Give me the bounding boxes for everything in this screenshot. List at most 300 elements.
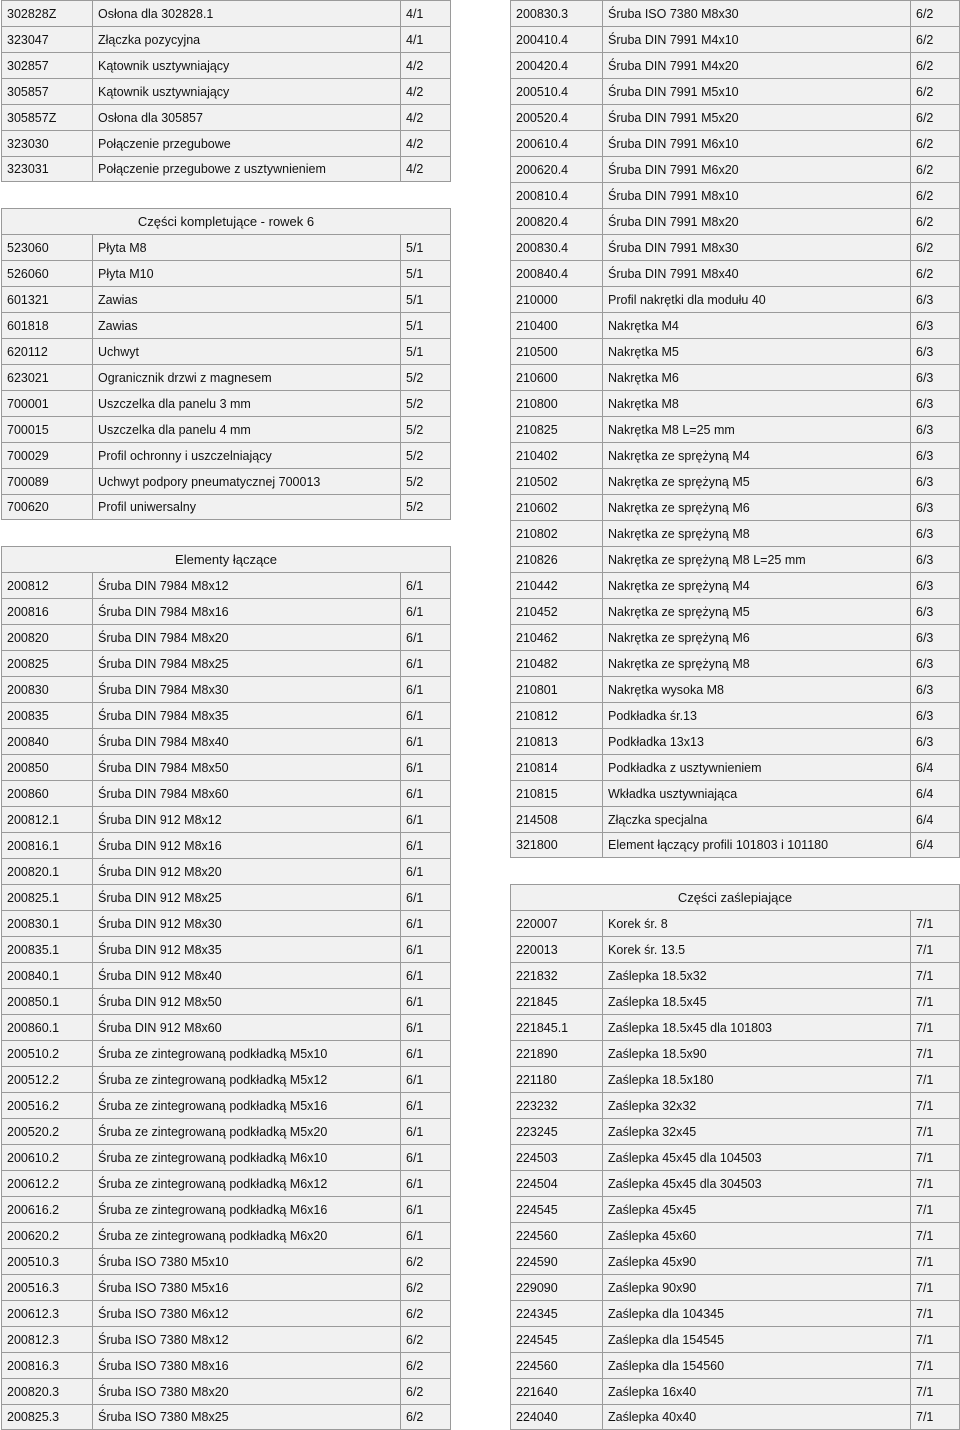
part-name: Śruba DIN 7984 M8x20 [92, 625, 400, 650]
part-code: 224504 [516, 1176, 558, 1191]
page-ref: 7/1 [910, 911, 959, 936]
page-ref: 6/1 [400, 963, 450, 988]
table-row [2, 390, 450, 416]
table-row [2, 78, 450, 104]
table-row [511, 1274, 959, 1300]
page-ref: 7/1 [910, 1145, 959, 1170]
left-column [1, 0, 451, 1430]
part-name: Element łączący profili 101803 i 101180 [602, 833, 910, 857]
part-code: 200612.2 [7, 1176, 60, 1191]
page-ref: 6/2 [400, 1379, 450, 1404]
part-name: Zawias [92, 313, 400, 338]
table-row [511, 208, 959, 234]
part-code: 200512.2 [7, 1072, 60, 1087]
table-row [511, 260, 959, 286]
table-row [511, 650, 959, 676]
part-name: Zaślepka 45x45 dla 104503 [602, 1145, 910, 1170]
table-row [2, 1066, 450, 1092]
table-row [511, 130, 959, 156]
part-name: Zaślepka 18.5x90 [602, 1041, 910, 1066]
part-code: 214508 [516, 812, 558, 827]
section-header [1, 208, 451, 234]
table-row [2, 1404, 450, 1430]
part-name: Nakrętka ze sprężyną M5 [602, 599, 910, 624]
part-code: 224545 [516, 1332, 558, 1347]
part-name: Śruba ISO 7380 M8x12 [92, 1327, 400, 1352]
part-name: Uchwyt [92, 339, 400, 364]
page-ref: 6/1 [400, 807, 450, 832]
table-row [2, 494, 450, 520]
page-ref: 6/1 [400, 989, 450, 1014]
part-code: 200610.2 [7, 1150, 60, 1165]
part-code: 200820.3 [7, 1384, 60, 1399]
table-row [511, 832, 959, 858]
part-code: 200830 [7, 682, 49, 697]
table-row [2, 624, 450, 650]
part-name: Śruba DIN 7984 M8x35 [92, 703, 400, 728]
page-ref: 6/3 [910, 651, 959, 676]
part-name: Kątownik usztywniający [92, 79, 400, 104]
part-name: Śruba DIN 7984 M8x16 [92, 599, 400, 624]
part-name: Śruba DIN 7991 M5x20 [602, 105, 910, 130]
page-ref: 5/1 [400, 235, 450, 260]
part-code: 200410.4 [516, 32, 569, 47]
table-row [511, 156, 959, 182]
table-row [511, 1326, 959, 1352]
part-name: Korek śr. 8 [602, 911, 910, 936]
page-ref: 6/1 [400, 755, 450, 780]
part-name: Śruba DIN 912 M8x60 [92, 1015, 400, 1040]
page-ref: 6/2 [400, 1353, 450, 1378]
page-ref: 7/1 [910, 1171, 959, 1196]
table-row [511, 494, 959, 520]
part-code: 620112 [7, 344, 48, 359]
part-code: 700089 [7, 474, 49, 489]
part-code: 200840 [7, 734, 49, 749]
part-code: 200812.1 [7, 812, 60, 827]
page-ref: 4/2 [400, 79, 450, 104]
table-row [2, 416, 450, 442]
page-ref: 6/4 [910, 755, 959, 780]
part-code: 220007 [516, 916, 558, 931]
part-name: Śruba DIN 7991 M5x10 [602, 79, 910, 104]
table-row [511, 1378, 959, 1404]
part-code: 200610.4 [516, 136, 569, 151]
part-code: 200510.2 [7, 1046, 60, 1061]
section-title: Części zaślepiające [677, 890, 793, 905]
part-name: Śruba DIN 7984 M8x30 [92, 677, 400, 702]
page-ref: 6/3 [910, 469, 959, 494]
page-ref: 6/2 [910, 183, 959, 208]
page-ref: 6/3 [910, 677, 959, 702]
part-code: 323047 [7, 32, 49, 47]
page-ref: 4/2 [400, 131, 450, 156]
page-ref: 6/1 [400, 1119, 450, 1144]
table-row [2, 442, 450, 468]
part-code: 323031 [7, 162, 49, 176]
part-name: Nakrętka ze sprężyną M8 [602, 651, 910, 676]
part-name: Połączenie przegubowe z usztywnieniem [92, 157, 400, 181]
part-name: Śruba DIN 7984 M8x50 [92, 755, 400, 780]
table-row [2, 156, 450, 182]
table-row [511, 0, 959, 26]
part-code: 700015 [7, 422, 49, 437]
part-code: 200812 [7, 578, 49, 593]
part-name: Śruba DIN 7991 M8x30 [602, 235, 910, 260]
table-row [511, 1066, 959, 1092]
table-row [511, 1352, 959, 1378]
part-code: 200816.1 [7, 838, 60, 853]
part-name: Zaślepka dla 154560 [602, 1353, 910, 1378]
page-ref: 6/1 [400, 1223, 450, 1248]
page-ref: 5/1 [400, 313, 450, 338]
part-code: 210826 [516, 552, 558, 567]
page-ref: 6/2 [910, 261, 959, 286]
page-ref: 6/1 [400, 833, 450, 858]
page-ref: 6/1 [400, 1145, 450, 1170]
part-code: 200825.3 [7, 1410, 60, 1424]
page-ref: 7/1 [910, 1223, 959, 1248]
part-name: Śruba DIN 912 M8x12 [92, 807, 400, 832]
part-name: Śruba DIN 7991 M4x10 [602, 27, 910, 52]
part-code: 224545 [516, 1202, 558, 1217]
table-row [2, 286, 450, 312]
table-row [511, 520, 959, 546]
part-code: 200835 [7, 708, 49, 723]
part-code: 224560 [516, 1228, 558, 1243]
part-name: Nakrętka ze sprężyną M4 [602, 573, 910, 598]
page-ref: 5/2 [400, 391, 450, 416]
table-row [2, 910, 450, 936]
page-ref: 6/2 [910, 131, 959, 156]
part-code: 200820 [7, 630, 49, 645]
table-block [1, 234, 451, 520]
page-ref: 6/2 [910, 79, 959, 104]
part-code: 200616.2 [7, 1202, 60, 1217]
page-ref: 6/4 [910, 781, 959, 806]
part-name: Śruba DIN 912 M8x40 [92, 963, 400, 988]
part-code: 210400 [516, 318, 558, 333]
part-name: Zaślepka 32x32 [602, 1093, 910, 1118]
table-row [2, 312, 450, 338]
table-row [511, 1092, 959, 1118]
page-ref: 6/1 [400, 1067, 450, 1092]
part-name: Profil uniwersalny [92, 495, 400, 519]
part-name: Zaślepka 18.5x180 [602, 1067, 910, 1092]
page-ref: 4/1 [400, 27, 450, 52]
page-ref: 5/2 [400, 495, 450, 519]
table-row [511, 234, 959, 260]
table-row [511, 910, 959, 936]
page-ref: 6/2 [400, 1249, 450, 1274]
part-code: 323030 [7, 136, 49, 151]
table-row [511, 780, 959, 806]
part-name: Połączenie przegubowe [92, 131, 400, 156]
table-row [511, 104, 959, 130]
part-name: Śruba ISO 7380 M8x30 [602, 1, 910, 26]
table-row [2, 1378, 450, 1404]
part-name: Śruba DIN 7991 M8x10 [602, 183, 910, 208]
part-name: Złączka pozycyjna [92, 27, 400, 52]
part-name: Śruba ze zintegrowaną podkładką M5x12 [92, 1067, 400, 1092]
part-code: 200510.3 [7, 1254, 60, 1269]
part-code: 220013 [516, 942, 558, 957]
part-name: Śruba DIN 7984 M8x60 [92, 781, 400, 806]
part-code: 200830.1 [7, 916, 60, 931]
part-name: Nakrętka ze sprężyną M4 [602, 443, 910, 468]
table-row [2, 572, 450, 598]
part-name: Zaślepka 16x40 [602, 1379, 910, 1404]
part-code: 200510.4 [516, 84, 569, 99]
part-name: Śruba DIN 7991 M6x20 [602, 157, 910, 182]
table-row [2, 1014, 450, 1040]
page-ref: 6/3 [910, 313, 959, 338]
page-ref: 6/2 [400, 1275, 450, 1300]
part-code: 601818 [7, 318, 49, 333]
part-code: 210502 [516, 474, 558, 489]
part-name: Profil ochronny i uszczelniający [92, 443, 400, 468]
page-ref: 6/1 [400, 599, 450, 624]
part-name: Śruba ISO 7380 M8x25 [92, 1405, 400, 1429]
table-row [2, 130, 450, 156]
page-ref: 6/2 [910, 1, 959, 26]
table-row [511, 1118, 959, 1144]
table-row [2, 1144, 450, 1170]
table-row [2, 988, 450, 1014]
table-row [2, 598, 450, 624]
part-name: Zaślepka 18.5x45 dla 101803 [602, 1015, 910, 1040]
table-row [2, 858, 450, 884]
part-name: Zaślepka 45x45 dla 304503 [602, 1171, 910, 1196]
part-code: 200516.2 [7, 1098, 60, 1113]
page-ref: 6/1 [400, 885, 450, 910]
page-ref: 5/1 [400, 287, 450, 312]
page-ref: 6/3 [910, 521, 959, 546]
part-code: 200825.1 [7, 890, 60, 905]
page-ref: 6/1 [400, 1197, 450, 1222]
part-code: 200816 [7, 604, 49, 619]
part-name: Nakrętka ze sprężyną M6 [602, 495, 910, 520]
page-ref: 6/1 [400, 781, 450, 806]
part-name: Podkładka 13x13 [602, 729, 910, 754]
page-ref: 6/2 [910, 209, 959, 234]
part-code: 224503 [516, 1150, 558, 1165]
part-name: Ogranicznik drzwi z magnesem [92, 365, 400, 390]
part-name: Nakrętka M6 [602, 365, 910, 390]
part-code: 210800 [516, 396, 558, 411]
table-row [511, 754, 959, 780]
section-header [510, 884, 960, 910]
table-block [1, 0, 451, 182]
table-row [511, 962, 959, 988]
part-name: Podkładka śr.13 [602, 703, 910, 728]
table-row [2, 1040, 450, 1066]
table-row [511, 598, 959, 624]
page-ref: 6/2 [910, 105, 959, 130]
part-code: 305857 [7, 84, 49, 99]
page-ref: 6/3 [910, 391, 959, 416]
part-name: Zaślepka 18.5x32 [602, 963, 910, 988]
page-ref: 7/1 [910, 937, 959, 962]
part-name: Śruba ISO 7380 M8x16 [92, 1353, 400, 1378]
spacer [510, 858, 960, 884]
part-code: 221180 [516, 1072, 557, 1087]
table-row [511, 676, 959, 702]
table-row [2, 52, 450, 78]
part-name: Śruba DIN 7991 M4x20 [602, 53, 910, 78]
part-name: Zaślepka 45x90 [602, 1249, 910, 1274]
part-name: Śruba DIN 7991 M8x20 [602, 209, 910, 234]
table-row [2, 1222, 450, 1248]
part-name: Nakrętka M8 L=25 mm [602, 417, 910, 442]
part-name: Zaślepka 18.5x45 [602, 989, 910, 1014]
part-code: 221640 [516, 1384, 558, 1399]
page-ref: 6/2 [910, 27, 959, 52]
part-code: 200520.2 [7, 1124, 60, 1139]
part-code: 200835.1 [7, 942, 60, 957]
table-row [511, 1014, 959, 1040]
part-name: Śruba DIN 7991 M8x40 [602, 261, 910, 286]
page-ref: 6/1 [400, 911, 450, 936]
table-block [510, 910, 960, 1430]
part-code: 210500 [516, 344, 558, 359]
page-ref: 6/3 [910, 339, 959, 364]
page-ref: 6/1 [400, 937, 450, 962]
part-code: 601321 [7, 292, 49, 307]
part-code: 302828Z [7, 6, 57, 21]
page-ref: 6/3 [910, 495, 959, 520]
part-code: 700001 [7, 396, 49, 411]
page-ref: 6/1 [400, 1171, 450, 1196]
table-row [2, 26, 450, 52]
page-ref: 6/2 [910, 157, 959, 182]
page-ref: 6/2 [400, 1327, 450, 1352]
page-ref: 7/1 [910, 989, 959, 1014]
part-name: Wkładka usztywniająca [602, 781, 910, 806]
page-ref: 6/3 [910, 729, 959, 754]
table-row [2, 754, 450, 780]
table-row [511, 390, 959, 416]
part-name: Śruba ISO 7380 M5x16 [92, 1275, 400, 1300]
table-row [2, 1092, 450, 1118]
table-row [2, 1170, 450, 1196]
table-row [2, 1326, 450, 1352]
table-row [511, 988, 959, 1014]
page-ref: 6/4 [910, 833, 959, 857]
page-ref: 6/1 [400, 729, 450, 754]
part-code: 200840.4 [516, 266, 569, 281]
part-code: 200816.3 [7, 1358, 60, 1373]
page-ref: 7/1 [910, 1041, 959, 1066]
table-row [511, 364, 959, 390]
part-code: 210815 [516, 786, 558, 801]
table-row [2, 0, 450, 26]
part-code: 200850.1 [7, 994, 60, 1009]
part-name: Śruba ze zintegrowaną podkładką M6x16 [92, 1197, 400, 1222]
part-code: 210452 [516, 604, 558, 619]
part-code: 224560 [516, 1358, 558, 1373]
part-code: 210402 [516, 448, 558, 463]
part-name: Zaślepka dla 104345 [602, 1301, 910, 1326]
page-ref: 7/1 [910, 1249, 959, 1274]
table-row [2, 962, 450, 988]
part-code: 305857Z [7, 110, 57, 125]
part-code: 200620.4 [516, 162, 569, 177]
part-code: 200810.4 [516, 188, 569, 203]
part-name: Uszczelka dla panelu 4 mm [92, 417, 400, 442]
part-code: 221890 [516, 1046, 558, 1061]
table-row [2, 1352, 450, 1378]
part-name: Śruba DIN 912 M8x35 [92, 937, 400, 962]
page-ref: 6/1 [400, 703, 450, 728]
part-name: Śruba ze zintegrowaną podkładką M5x16 [92, 1093, 400, 1118]
part-name: Korek śr. 13.5 [602, 937, 910, 962]
part-name: Nakrętka M4 [602, 313, 910, 338]
part-code: 229090 [516, 1280, 558, 1295]
table-row [2, 702, 450, 728]
page-ref: 5/1 [400, 261, 450, 286]
part-name: Śruba DIN 7984 M8x12 [92, 573, 400, 598]
spacer [1, 182, 451, 208]
page-ref: 4/2 [400, 53, 450, 78]
table-row [2, 832, 450, 858]
page-ref: 7/1 [910, 1327, 959, 1352]
table-row [511, 806, 959, 832]
page-ref: 6/1 [400, 625, 450, 650]
part-code: 200516.3 [7, 1280, 60, 1295]
part-code: 200620.2 [7, 1228, 60, 1243]
spacer [1, 520, 451, 546]
table-row [511, 1300, 959, 1326]
part-code: 623021 [7, 370, 49, 385]
table-block [1, 572, 451, 1430]
page-ref: 7/1 [910, 1067, 959, 1092]
part-code: 210801 [516, 682, 558, 697]
part-name: Zaślepka dla 154545 [602, 1327, 910, 1352]
part-code: 210462 [516, 630, 558, 645]
part-name: Śruba ze zintegrowaną podkładką M6x12 [92, 1171, 400, 1196]
page-ref: 6/3 [910, 599, 959, 624]
part-name: Śruba DIN 7991 M6x10 [602, 131, 910, 156]
part-code: 221845 [516, 994, 558, 1009]
table-row [511, 1170, 959, 1196]
table-row [511, 26, 959, 52]
part-code: 200860 [7, 786, 49, 801]
page-ref: 6/2 [400, 1301, 450, 1326]
part-code: 210814 [516, 760, 558, 775]
table-row [511, 1248, 959, 1274]
part-code: 210442 [516, 578, 558, 593]
page-ref: 7/1 [910, 1015, 959, 1040]
part-code: 200820.4 [516, 214, 569, 229]
table-row [2, 884, 450, 910]
part-code: 224345 [516, 1306, 558, 1321]
page-ref: 6/1 [400, 677, 450, 702]
part-name: Śruba ISO 7380 M6x12 [92, 1301, 400, 1326]
table-row [511, 546, 959, 572]
part-name: Śruba DIN 912 M8x30 [92, 911, 400, 936]
table-row [511, 416, 959, 442]
part-code: 210813 [516, 734, 558, 749]
table-row [2, 260, 450, 286]
page-ref: 7/1 [910, 1093, 959, 1118]
table-row [2, 1300, 450, 1326]
part-name: Zaślepka 45x60 [602, 1223, 910, 1248]
table-row [2, 1274, 450, 1300]
part-name: Śruba DIN 7984 M8x25 [92, 651, 400, 676]
page-ref: 7/1 [910, 1197, 959, 1222]
table-row [511, 1404, 959, 1430]
